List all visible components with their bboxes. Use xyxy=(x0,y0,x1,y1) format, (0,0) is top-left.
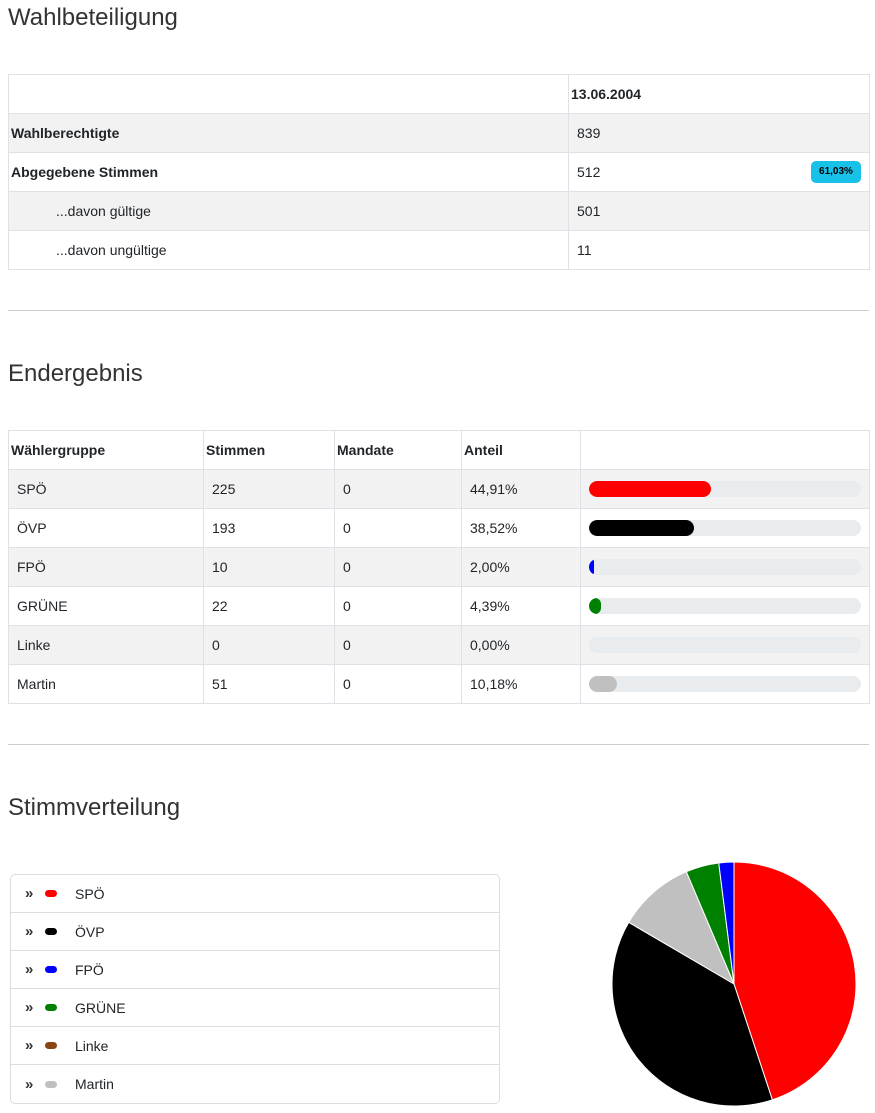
share-progress-fill xyxy=(589,598,601,614)
votes-cell: 0 xyxy=(204,626,335,665)
votes-cell: 193 xyxy=(204,509,335,548)
results-table xyxy=(8,430,870,704)
row-value: 11 xyxy=(569,231,870,270)
results-title: Endergebnis xyxy=(8,360,143,387)
row-value: 839 xyxy=(569,114,870,153)
legend-color-dot xyxy=(45,1004,57,1011)
row-label: ...davon gültige xyxy=(9,192,569,231)
table-row xyxy=(9,231,870,270)
legend-color-dot xyxy=(45,966,57,973)
legend-item[interactable] xyxy=(11,1027,499,1065)
row-label: ...davon ungültige xyxy=(9,231,569,270)
table-row xyxy=(9,470,870,509)
legend-label: GRÜNE xyxy=(75,999,126,1016)
votes-cell: 22 xyxy=(204,587,335,626)
legend-item[interactable] xyxy=(11,989,499,1027)
votes-cell: 225 xyxy=(204,470,335,509)
legend-item[interactable] xyxy=(11,913,499,951)
table-header-row xyxy=(9,431,870,470)
legend-label: FPÖ xyxy=(75,961,104,978)
legend-item[interactable] xyxy=(11,951,499,989)
chevrons-right-icon: » xyxy=(25,999,34,1016)
share-progress-bar xyxy=(589,598,861,614)
share-cell: 0,00% xyxy=(462,626,581,665)
table-row xyxy=(9,548,870,587)
share-cell: 44,91% xyxy=(462,470,581,509)
date-header: 13.06.2004 xyxy=(569,75,870,114)
share-progress-bar xyxy=(589,481,861,497)
table-row xyxy=(9,665,870,704)
share-progress-bar xyxy=(589,559,861,575)
party-cell: Martin xyxy=(9,665,204,704)
party-cell: FPÖ xyxy=(9,548,204,587)
party-cell: ÖVP xyxy=(9,509,204,548)
seats-cell: 0 xyxy=(335,626,462,665)
chevrons-right-icon: » xyxy=(25,885,34,902)
votes-cell: 51 xyxy=(204,665,335,704)
divider xyxy=(8,744,869,745)
legend-item[interactable] xyxy=(11,875,499,913)
table-row xyxy=(9,587,870,626)
legend-color-dot xyxy=(45,890,57,897)
party-cell: SPÖ xyxy=(9,470,204,509)
column-header: Mandate xyxy=(335,431,462,470)
column-header: Anteil xyxy=(462,431,581,470)
column-header: Wählergruppe xyxy=(9,431,204,470)
legend-item[interactable] xyxy=(11,1065,499,1103)
turnout-percent-badge: 61,03% xyxy=(811,161,861,183)
party-cell: GRÜNE xyxy=(9,587,204,626)
row-value: 512 xyxy=(577,164,601,180)
table-row xyxy=(9,192,870,231)
row-value: 501 xyxy=(569,192,870,231)
legend-color-dot xyxy=(45,928,57,935)
seats-cell: 0 xyxy=(335,665,462,704)
legend-label: Martin xyxy=(75,1076,114,1092)
row-label: Wahlberechtigte xyxy=(9,114,569,153)
share-cell: 2,00% xyxy=(462,548,581,587)
share-cell: 10,18% xyxy=(462,665,581,704)
table-row xyxy=(9,626,870,665)
votes-cell: 10 xyxy=(204,548,335,587)
seats-cell: 0 xyxy=(335,548,462,587)
chart-legend xyxy=(10,874,500,1104)
party-cell: Linke xyxy=(9,626,204,665)
table-row xyxy=(9,153,870,192)
seats-cell: 0 xyxy=(335,587,462,626)
chevrons-right-icon: » xyxy=(25,961,34,978)
seats-cell: 0 xyxy=(335,509,462,548)
divider xyxy=(8,310,869,311)
chevrons-right-icon: » xyxy=(25,1075,34,1093)
share-cell: 4,39% xyxy=(462,587,581,626)
table-row xyxy=(9,114,870,153)
legend-label: Linke xyxy=(75,1037,109,1054)
share-progress-fill xyxy=(589,559,594,575)
distribution-title: Stimmverteilung xyxy=(8,794,181,821)
table-row xyxy=(9,509,870,548)
seats-cell: 0 xyxy=(335,470,462,509)
column-header: Stimmen xyxy=(204,431,335,470)
legend-color-dot xyxy=(45,1042,57,1049)
share-progress-fill xyxy=(589,676,617,692)
vote-distribution-pie-chart xyxy=(610,860,860,1110)
share-progress-bar xyxy=(589,637,861,653)
share-progress-bar xyxy=(589,676,861,692)
legend-color-dot xyxy=(45,1081,57,1088)
share-progress-bar xyxy=(589,520,861,536)
chevrons-right-icon: » xyxy=(25,1037,34,1054)
turnout-title: Wahlbeteiligung xyxy=(8,4,178,31)
share-cell: 38,52% xyxy=(462,509,581,548)
table-row xyxy=(9,75,870,114)
share-progress-fill xyxy=(589,481,711,497)
share-progress-fill xyxy=(589,520,694,536)
legend-label: ÖVP xyxy=(75,923,105,940)
turnout-table xyxy=(8,74,870,270)
chevrons-right-icon: » xyxy=(25,923,34,940)
legend-label: SPÖ xyxy=(75,885,105,902)
row-label: Abgegebene Stimmen xyxy=(9,153,569,192)
